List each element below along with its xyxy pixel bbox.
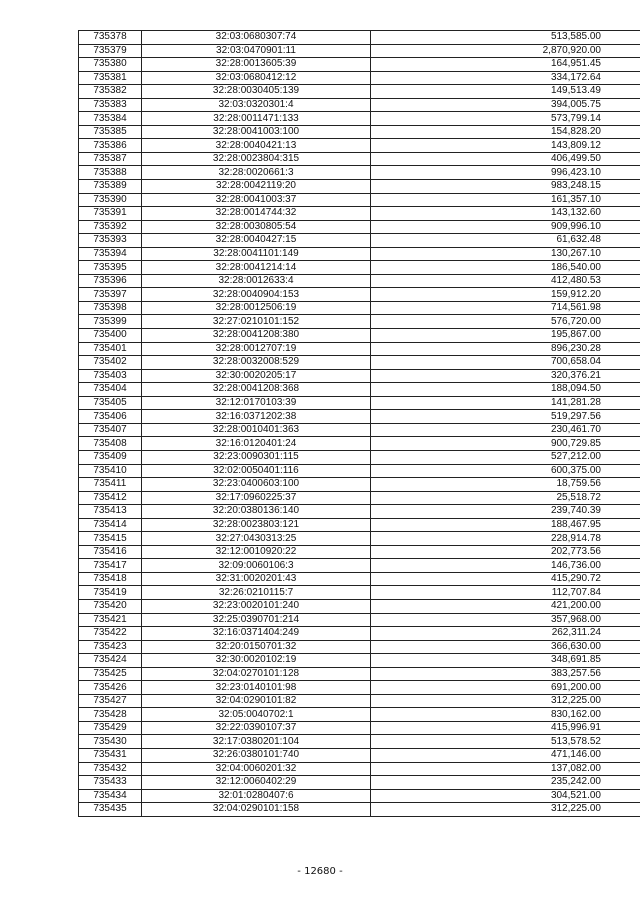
record-id-cell: 735385 [79,125,142,139]
record-id-cell: 735393 [79,234,142,248]
amount-cell: 909,996.10 [371,220,640,234]
cadastral-number-cell: 32:31:0020201:43 [142,572,371,586]
amount-cell: 154,828.20 [371,125,640,139]
table-row [79,532,640,546]
record-id-cell: 735415 [79,532,142,546]
amount-cell: 112,707.84 [371,586,640,600]
cadastral-number-cell: 32:28:0041003:37 [142,193,371,207]
amount-cell: 61,632.48 [371,234,640,248]
table-row [79,803,640,817]
amount-cell: 137,082.00 [371,762,640,776]
cadastral-number-cell: 32:28:0012633:4 [142,274,371,288]
table-row [79,234,640,248]
amount-cell: 202,773.56 [371,545,640,559]
amount-cell: 143,132.60 [371,207,640,221]
amount-cell: 235,242.00 [371,776,640,790]
record-id-cell: 735429 [79,721,142,735]
table-row [79,559,640,573]
cadastral-number-cell: 32:03:0470901:11 [142,44,371,58]
cadastral-number-cell: 32:28:0010401:363 [142,423,371,437]
amount-cell: 239,740.39 [371,505,640,519]
table-row [79,681,640,695]
amount-cell: 262,311.24 [371,627,640,641]
table-row [79,71,640,85]
amount-cell: 2,870,920.00 [371,44,640,58]
amount-cell: 334,172.64 [371,71,640,85]
amount-cell: 700,658.04 [371,356,640,370]
table-row [79,708,640,722]
amount-cell: 600,375.00 [371,464,640,478]
cadastral-number-cell: 32:03:0680307:74 [142,31,371,45]
table-row [79,180,640,194]
record-id-cell: 735423 [79,640,142,654]
table-row [79,301,640,315]
cadastral-number-cell: 32:28:0014744:32 [142,207,371,221]
record-id-cell: 735419 [79,586,142,600]
cadastral-number-cell: 32:28:0012506:19 [142,301,371,315]
table-row [79,599,640,613]
record-id-cell: 735401 [79,342,142,356]
cadastral-number-cell: 32:28:0013605:39 [142,58,371,72]
record-id-cell: 735397 [79,288,142,302]
cadastral-number-cell: 32:28:0041214:14 [142,261,371,275]
cadastral-number-cell: 32:16:0371404:249 [142,627,371,641]
record-id-cell: 735428 [79,708,142,722]
table-row [79,505,640,519]
record-id-cell: 735396 [79,274,142,288]
table-row [79,667,640,681]
amount-cell: 230,461.70 [371,423,640,437]
amount-cell: 573,799.14 [371,112,640,126]
cadastral-number-cell: 32:20:0380136:140 [142,505,371,519]
page-number: - 12680 - [297,866,343,877]
cadastral-number-cell: 32:22:0390107:37 [142,721,371,735]
parcel-value-table [78,30,640,817]
cadastral-number-cell: 32:28:0041101:149 [142,247,371,261]
table-row [79,139,640,153]
record-id-cell: 735409 [79,450,142,464]
record-id-cell: 735391 [79,207,142,221]
amount-cell: 415,290.72 [371,572,640,586]
table-row [79,315,640,329]
table-row [79,586,640,600]
cadastral-number-cell: 32:28:0040427:15 [142,234,371,248]
cadastral-number-cell: 32:28:0023804:315 [142,152,371,166]
table-row [79,166,640,180]
amount-cell: 691,200.00 [371,681,640,695]
table-row [79,152,640,166]
record-id-cell: 735400 [79,329,142,343]
amount-cell: 25,518.72 [371,491,640,505]
cadastral-number-cell: 32:28:0041208:380 [142,329,371,343]
amount-cell: 143,809.12 [371,139,640,153]
amount-cell: 576,720.00 [371,315,640,329]
cadastral-number-cell: 32:12:0010920:22 [142,545,371,559]
table-row [79,58,640,72]
table-row [79,288,640,302]
cadastral-number-cell: 32:12:0060402:29 [142,776,371,790]
record-id-cell: 735420 [79,599,142,613]
amount-cell: 983,248.15 [371,180,640,194]
table-row [79,464,640,478]
amount-cell: 900,729.85 [371,437,640,451]
table-row [79,274,640,288]
table-row [79,735,640,749]
amount-cell: 130,267.10 [371,247,640,261]
cadastral-number-cell: 32:28:0040904:153 [142,288,371,302]
cadastral-number-cell: 32:28:0032008:529 [142,356,371,370]
table-row [79,613,640,627]
cadastral-number-cell: 32:17:0960225:37 [142,491,371,505]
amount-cell: 421,200.00 [371,599,640,613]
table-row [79,437,640,451]
cadastral-number-cell: 32:25:0390701:214 [142,613,371,627]
record-id-cell: 735384 [79,112,142,126]
table-row [79,654,640,668]
table-row [79,85,640,99]
amount-cell: 383,257.56 [371,667,640,681]
amount-cell: 146,736.00 [371,559,640,573]
record-id-cell: 735433 [79,776,142,790]
amount-cell: 896,230.28 [371,342,640,356]
record-id-cell: 735398 [79,301,142,315]
amount-cell: 357,968.00 [371,613,640,627]
record-id-cell: 735389 [79,180,142,194]
amount-cell: 348,691.85 [371,654,640,668]
table-row [79,572,640,586]
cadastral-number-cell: 32:28:0041003:100 [142,125,371,139]
amount-cell: 527,212.00 [371,450,640,464]
table-row [79,721,640,735]
record-id-cell: 735417 [79,559,142,573]
table-row [79,220,640,234]
table-body [79,31,640,817]
table-row [79,356,640,370]
amount-cell: 513,585.00 [371,31,640,45]
amount-cell: 159,912.20 [371,288,640,302]
table-row [79,369,640,383]
record-id-cell: 735410 [79,464,142,478]
table-row [79,776,640,790]
cadastral-number-cell: 32:01:0280407:6 [142,789,371,803]
table-row [79,44,640,58]
table-row [79,410,640,424]
amount-cell: 304,521.00 [371,789,640,803]
amount-cell: 996,423.10 [371,166,640,180]
cadastral-number-cell: 32:28:0011471:133 [142,112,371,126]
amount-cell: 312,225.00 [371,694,640,708]
cadastral-number-cell: 32:28:0012707:19 [142,342,371,356]
record-id-cell: 735432 [79,762,142,776]
record-id-cell: 735387 [79,152,142,166]
table-row [79,694,640,708]
amount-cell: 161,357.10 [371,193,640,207]
record-id-cell: 735406 [79,410,142,424]
table-row [79,193,640,207]
record-id-cell: 735424 [79,654,142,668]
table-row [79,329,640,343]
record-id-cell: 735386 [79,139,142,153]
record-id-cell: 735383 [79,98,142,112]
cadastral-number-cell: 32:04:0060201:32 [142,762,371,776]
cadastral-number-cell: 32:28:0030405:139 [142,85,371,99]
record-id-cell: 735414 [79,518,142,532]
record-id-cell: 735407 [79,423,142,437]
cadastral-number-cell: 32:28:0041208:368 [142,383,371,397]
cadastral-number-cell: 32:20:0150701:32 [142,640,371,654]
record-id-cell: 735378 [79,31,142,45]
record-id-cell: 735412 [79,491,142,505]
record-id-cell: 735413 [79,505,142,519]
record-id-cell: 735404 [79,383,142,397]
cadastral-number-cell: 32:28:0042119:20 [142,180,371,194]
amount-cell: 186,540.00 [371,261,640,275]
record-id-cell: 735392 [79,220,142,234]
table-row [79,748,640,762]
cadastral-number-cell: 32:26:0210115:7 [142,586,371,600]
table-row [79,396,640,410]
cadastral-number-cell: 32:27:0430313:25 [142,532,371,546]
table-row [79,789,640,803]
amount-cell: 228,914.78 [371,532,640,546]
record-id-cell: 735411 [79,478,142,492]
cadastral-number-cell: 32:16:0371202:38 [142,410,371,424]
record-id-cell: 735430 [79,735,142,749]
record-id-cell: 735388 [79,166,142,180]
record-id-cell: 735435 [79,803,142,817]
table-row [79,125,640,139]
cadastral-number-cell: 32:16:0120401:24 [142,437,371,451]
record-id-cell: 735381 [79,71,142,85]
record-id-cell: 735395 [79,261,142,275]
cadastral-number-cell: 32:28:0023803:121 [142,518,371,532]
cadastral-number-cell: 32:28:0030805:54 [142,220,371,234]
table-row [79,98,640,112]
cadastral-number-cell: 32:17:0380201:104 [142,735,371,749]
record-id-cell: 735402 [79,356,142,370]
table-row [79,247,640,261]
amount-cell: 406,499.50 [371,152,640,166]
amount-cell: 714,561.98 [371,301,640,315]
record-id-cell: 735416 [79,545,142,559]
cadastral-number-cell: 32:09:0060106:3 [142,559,371,573]
amount-cell: 513,578.52 [371,735,640,749]
amount-cell: 195,867.00 [371,329,640,343]
amount-cell: 320,376.21 [371,369,640,383]
table-row [79,207,640,221]
cadastral-number-cell: 32:30:0020205:17 [142,369,371,383]
table-row [79,640,640,654]
cadastral-number-cell: 32:02:0050401:116 [142,464,371,478]
record-id-cell: 735418 [79,572,142,586]
record-id-cell: 735405 [79,396,142,410]
cadastral-number-cell: 32:05:0040702:1 [142,708,371,722]
amount-cell: 164,951.45 [371,58,640,72]
record-id-cell: 735426 [79,681,142,695]
table-row [79,342,640,356]
cadastral-number-cell: 32:04:0270101:128 [142,667,371,681]
amount-cell: 471,146.00 [371,748,640,762]
cadastral-number-cell: 32:23:0020101:240 [142,599,371,613]
record-id-cell: 735380 [79,58,142,72]
cadastral-number-cell: 32:04:0290101:82 [142,694,371,708]
amount-cell: 188,467.95 [371,518,640,532]
cadastral-number-cell: 32:03:0680412:12 [142,71,371,85]
record-id-cell: 735422 [79,627,142,641]
record-id-cell: 735431 [79,748,142,762]
record-id-cell: 735434 [79,789,142,803]
amount-cell: 366,630.00 [371,640,640,654]
amount-cell: 18,759.56 [371,478,640,492]
amount-cell: 415,996.91 [371,721,640,735]
table-row [79,518,640,532]
record-id-cell: 735394 [79,247,142,261]
amount-cell: 149,513.49 [371,85,640,99]
table-row [79,383,640,397]
amount-cell: 312,225.00 [371,803,640,817]
table-row [79,450,640,464]
table-row [79,31,640,45]
record-id-cell: 735382 [79,85,142,99]
cadastral-number-cell: 32:04:0290101:158 [142,803,371,817]
amount-cell: 830,162.00 [371,708,640,722]
record-id-cell: 735408 [79,437,142,451]
cadastral-number-cell: 32:28:0040421:13 [142,139,371,153]
amount-cell: 141,281.28 [371,396,640,410]
record-id-cell: 735427 [79,694,142,708]
amount-cell: 412,480.53 [371,274,640,288]
record-id-cell: 735379 [79,44,142,58]
record-id-cell: 735421 [79,613,142,627]
cadastral-number-cell: 32:27:0210101:152 [142,315,371,329]
table-row [79,545,640,559]
amount-cell: 394,005.75 [371,98,640,112]
cadastral-number-cell: 32:23:0140101:98 [142,681,371,695]
cadastral-number-cell: 32:26:0380101:740 [142,748,371,762]
cadastral-number-cell: 32:23:0400603:100 [142,478,371,492]
record-id-cell: 735425 [79,667,142,681]
record-id-cell: 735403 [79,369,142,383]
amount-cell: 188,094.50 [371,383,640,397]
record-id-cell: 735390 [79,193,142,207]
cadastral-number-cell: 32:23:0090301:115 [142,450,371,464]
table-row [79,423,640,437]
table-row [79,478,640,492]
cadastral-number-cell: 32:12:0170103:39 [142,396,371,410]
table-row [79,491,640,505]
record-id-cell: 735399 [79,315,142,329]
table-row [79,112,640,126]
cadastral-number-cell: 32:03:0320301:4 [142,98,371,112]
table-row [79,261,640,275]
cadastral-number-cell: 32:28:0020661:3 [142,166,371,180]
amount-cell: 519,297.56 [371,410,640,424]
table-row [79,627,640,641]
cadastral-number-cell: 32:30:0020102:19 [142,654,371,668]
table-row [79,762,640,776]
